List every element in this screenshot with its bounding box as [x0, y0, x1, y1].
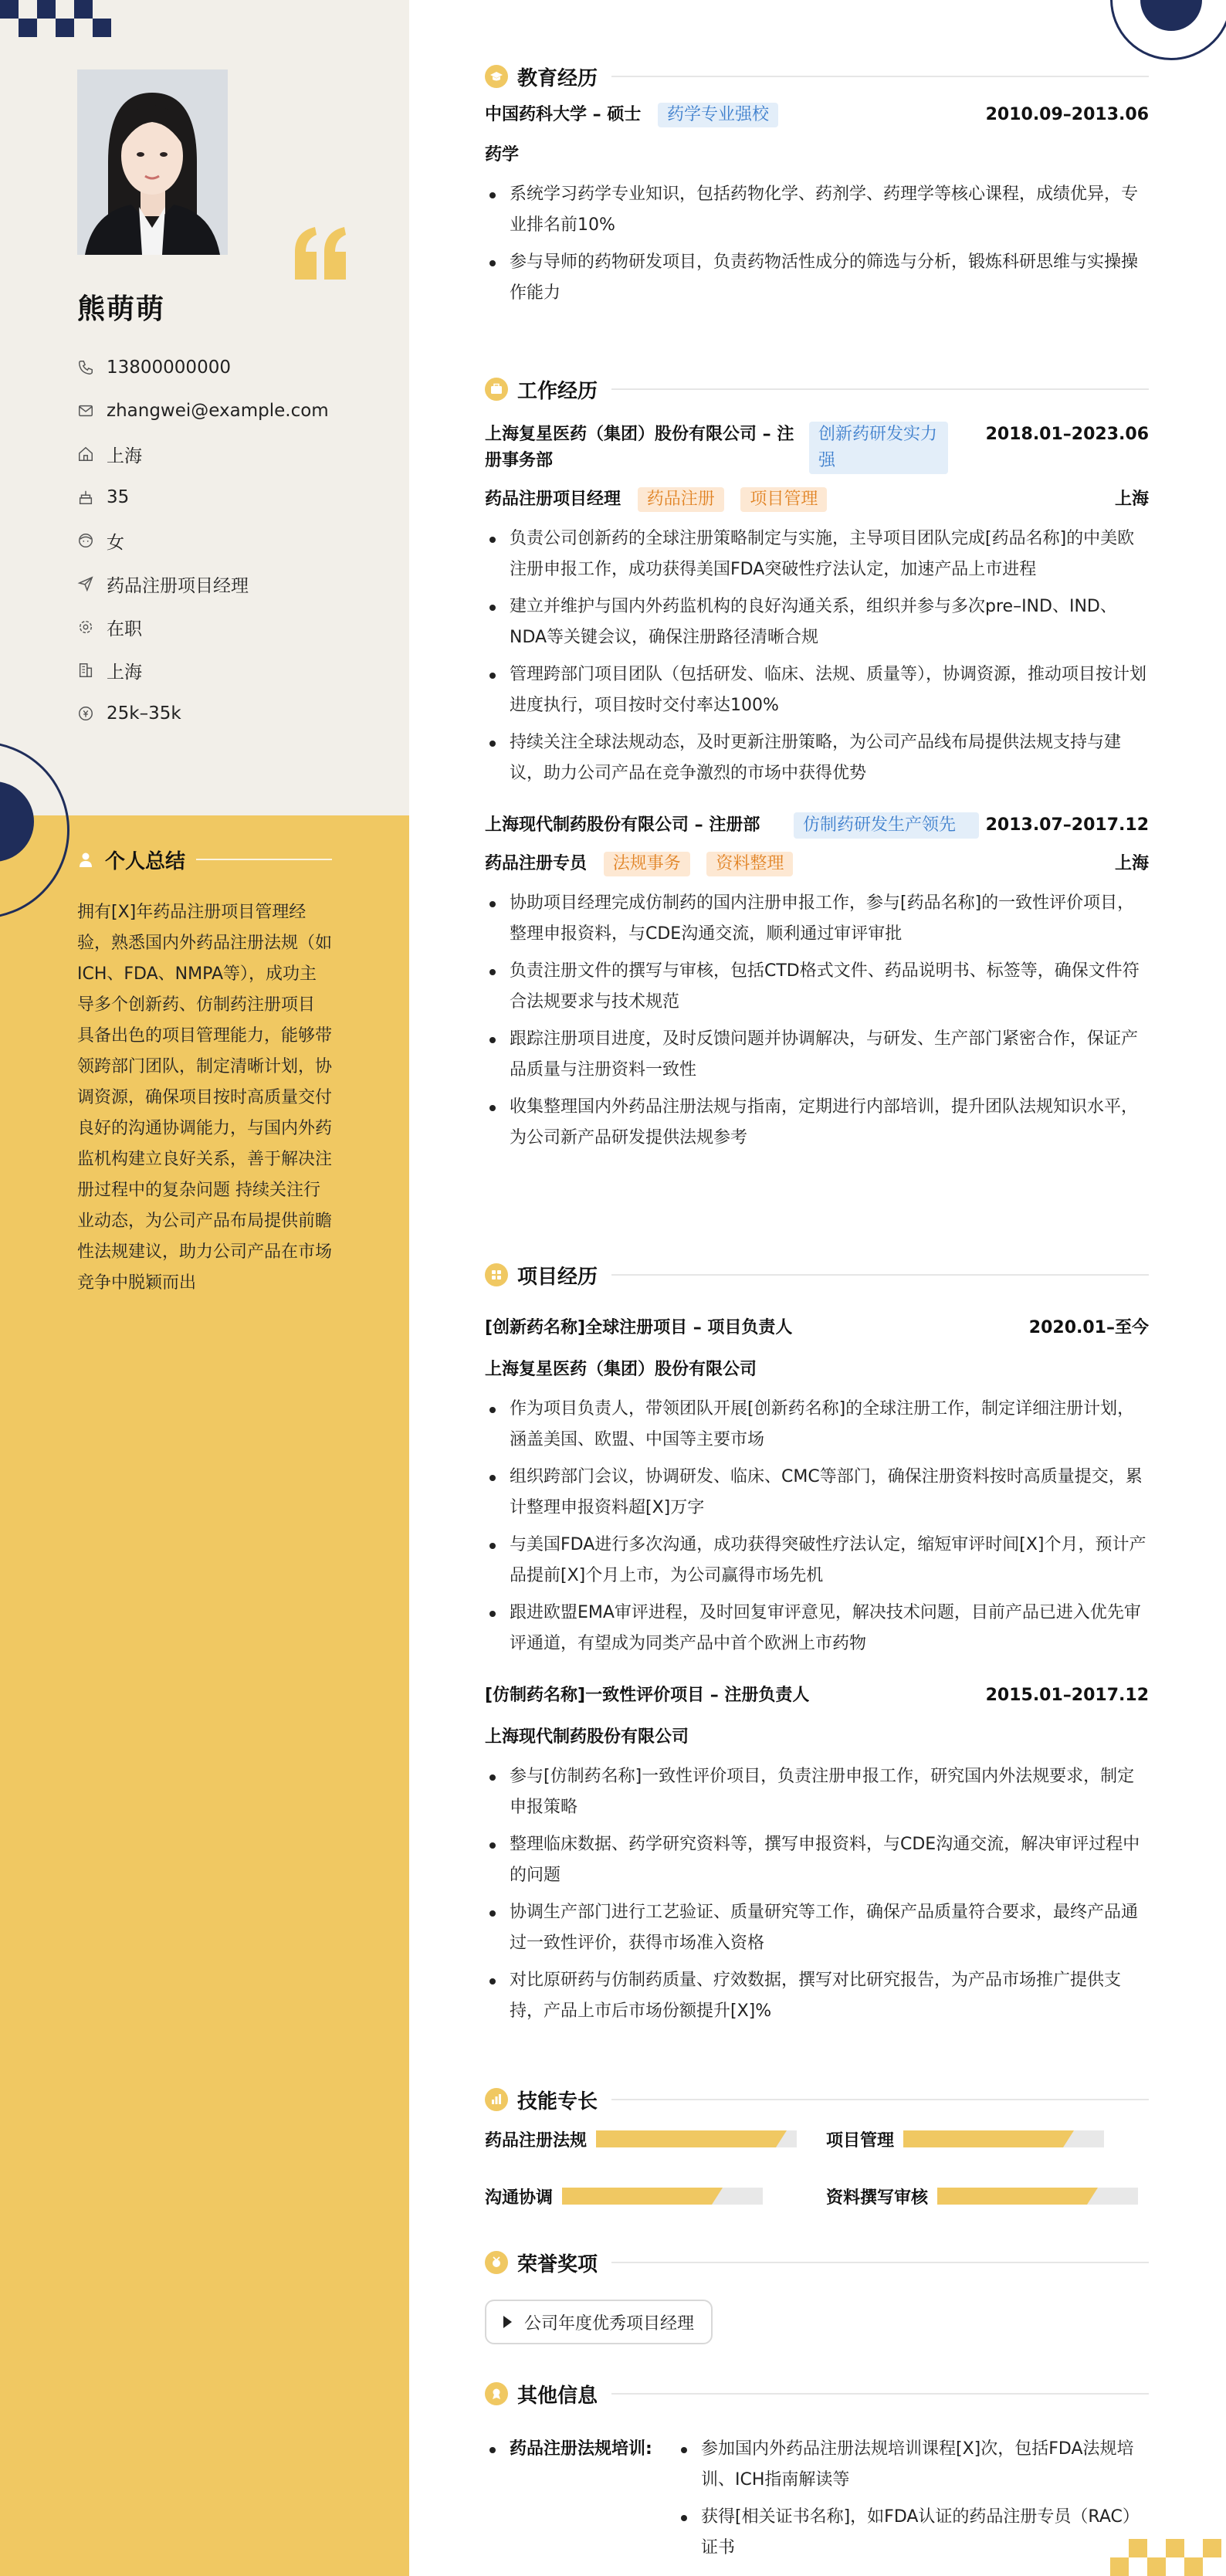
contact-list	[77, 346, 394, 735]
projects-section	[485, 1259, 1149, 2027]
education-entry	[485, 102, 1149, 309]
project-bullets	[485, 1394, 1149, 1659]
work-bullets	[485, 888, 1149, 1154]
work-role	[485, 486, 827, 513]
education-major: 药学	[485, 145, 520, 164]
work-entry-1	[485, 422, 1149, 789]
age-icon	[77, 489, 94, 506]
skill-bar	[596, 2130, 797, 2147]
project-name: [创新药名称]全球注册项目 – 项目负责人	[485, 1318, 793, 1337]
work-role-text: 药品注册专员	[485, 854, 588, 873]
skill-name: 资料撰写审核	[826, 2188, 929, 2208]
awards-divider	[611, 2262, 1149, 2263]
other-section	[485, 2378, 1149, 2564]
work-bullets	[485, 524, 1149, 789]
other-title: 其他信息	[517, 2384, 598, 2408]
send-icon	[77, 575, 94, 592]
skills-section	[485, 2084, 1149, 2218]
contact-email-text: zhangwei@example.com	[107, 401, 329, 421]
contact-status-text: 在职	[107, 619, 142, 639]
list-item: 整理临床数据、药学研究资料等，撰写申报资料，与CDE沟通交流，解决审评过程中的问题	[485, 1829, 1149, 1891]
skills-grid	[485, 2126, 1149, 2218]
work-header	[485, 374, 1149, 405]
summary-text: 拥有[X]年药品注册项目管理经验，熟悉国内外药品注册法规（如ICH、FDA、NMPA等），成功主导多个创新药、仿制药注册项目 具备出色的项目管理能力，能够带领跨部门团队，制定清晰计划，协调资源，确保项目按时高质量交付 良好的沟通协调能力，与国内外药监机构建立良好关系，善于解决注册过程中的复杂问题 持续关注行业动态，为公司产品布局提供前瞻性法规建议，助力公司产品在市场竞争中脱颖而出	[77, 903, 333, 1293]
contact-phone-text: 13800000000	[107, 358, 231, 378]
list-item: 协助项目经理完成仿制药的国内注册申报工作，参与[药品名称]的一致性评价项目，整理申报资料，与CDE沟通交流，顺利通过审评审批	[485, 888, 1149, 950]
skill-name: 沟通协调	[485, 2188, 554, 2208]
contact-home	[77, 432, 394, 476]
summary-title: 个人总结	[105, 849, 186, 873]
user-icon	[77, 851, 94, 868]
gender-icon	[77, 532, 94, 549]
phone-icon	[77, 359, 94, 376]
education-divider	[611, 76, 1149, 77]
work-date: 2018.01–2023.06	[985, 425, 1149, 444]
play-icon	[503, 2316, 512, 2328]
work-date: 2013.07–2017.12	[985, 815, 1149, 835]
project-name: [仿制药名称]一致性评价项目 – 注册负责人	[485, 1686, 810, 1705]
skills-header	[485, 2084, 1149, 2115]
list-item: 负责公司创新药的全球注册策略制定与实施，主导项目团队完成[药品名称]的中美欧注册申报工作，成功获得美国FDA突破性疗法认定，加速产品上市进程	[485, 524, 1149, 585]
list-item: 对比原研药与仿制药质量、疗效数据，撰写对比研究报告，为产品市场推广提供支持，产品上市后市场份额提升[X]%	[485, 1965, 1149, 2027]
skill-bar	[903, 2130, 1104, 2147]
list-item: 建立并维护与国内外药监机构的良好沟通关系，组织并参与多次pre–IND、IND、NDA等关键会议，确保注册路径清晰合规	[485, 591, 1149, 653]
education-school-name: 中国药科大学 – 硕士	[485, 105, 642, 124]
award-text: 公司年度优秀项目经理	[524, 2313, 695, 2334]
work-tag: 药品注册	[638, 487, 724, 512]
list-item: 跟进欧盟EMA审评进程，及时回复审评意见，解决技术问题，目前产品已进入优先审评通道，有望成为同类产品中首个欧洲上市药物	[485, 1598, 1149, 1659]
work-tag: 项目管理	[740, 487, 827, 512]
work-role	[485, 851, 793, 877]
education-section	[485, 61, 1149, 309]
project-date: 2015.01–2017.12	[985, 1686, 1149, 1705]
skill-bar	[562, 2188, 763, 2205]
contact-age	[77, 476, 394, 519]
list-item: 参与[仿制药名称]一致性评价项目，负责注册申报工作，研究国内外法规要求，制定申报策略	[485, 1761, 1149, 1823]
projects-title: 项目经历	[517, 1265, 598, 1289]
education-header	[485, 61, 1149, 92]
contact-city	[77, 649, 394, 692]
contact-salary	[77, 692, 394, 735]
contact-gender	[77, 519, 394, 562]
education-school	[485, 102, 778, 128]
skill-item	[826, 2183, 1138, 2209]
list-item: 获得[相关证书名称]，如FDA认证的药品注册专员（RAC）证书	[676, 2502, 1149, 2564]
skill-bar-fill	[903, 2130, 1074, 2147]
contact-age-text: 35	[107, 487, 130, 507]
sidebar	[0, 0, 409, 2576]
work-title: 工作经历	[517, 379, 598, 403]
education-tag: 药学专业强校	[658, 103, 778, 127]
work-location: 上海	[1114, 854, 1149, 873]
avatar-portrait-icon	[77, 69, 228, 255]
contact-phone	[77, 346, 394, 389]
other-header	[485, 2378, 1149, 2409]
contact-gender-text: 女	[107, 532, 124, 553]
work-tag: 资料整理	[706, 852, 793, 876]
skill-item	[826, 2126, 1104, 2152]
awards-list	[485, 2300, 1149, 2344]
work-role-row	[485, 486, 1149, 513]
work-row	[485, 812, 1149, 839]
skill-name: 项目管理	[826, 2130, 895, 2151]
checker-pattern-icon	[1110, 2539, 1226, 2576]
skill-name: 药品注册法规	[485, 2130, 588, 2151]
project-date: 2020.01–至今	[1028, 1318, 1149, 1337]
awards-section	[485, 2247, 1149, 2344]
skill-bar	[937, 2188, 1138, 2205]
skill-item	[485, 2126, 797, 2152]
project-entry-1	[485, 1315, 1149, 1659]
checker-pattern-icon	[0, 0, 116, 37]
candidate-name: 熊萌萌	[77, 293, 166, 325]
skill-bar-fill	[937, 2188, 1098, 2205]
work-company-tag: 仿制药研发生产领先	[794, 812, 979, 839]
list-item: 负责注册文件的撰写与审核，包括CTD格式文件、药品说明书、标签等，确保文件符合法规要求与技术规范	[485, 956, 1149, 1018]
home-icon	[77, 446, 94, 463]
skills-title: 技能专长	[517, 2090, 598, 2113]
contact-position-text: 药品注册项目经理	[107, 575, 249, 596]
projects-divider	[611, 1274, 1149, 1276]
medal-icon	[485, 2251, 508, 2274]
work-role-text: 药品注册项目经理	[485, 490, 621, 509]
work-entry-2	[485, 812, 1149, 1154]
building-icon	[77, 662, 94, 679]
education-date: 2010.09–2013.06	[985, 105, 1149, 124]
project-row	[485, 1315, 1149, 1341]
work-role-row	[485, 851, 1149, 877]
work-company: 上海复星医药（集团）股份有限公司 – 注册事务部	[485, 425, 794, 470]
work-location: 上海	[1114, 490, 1149, 509]
contact-email	[77, 389, 394, 432]
bar-chart-icon	[485, 2088, 508, 2111]
project-row	[485, 1683, 1149, 1709]
other-list	[676, 2434, 1149, 2564]
list-item: 作为项目负责人，带领团队开展[创新药名称]的全球注册工作，制定详细注册计划，涵盖美国、欧盟、中国等主要市场	[485, 1394, 1149, 1456]
list-item: 与美国FDA进行多次沟通，成功获得突破性疗法认定，缩短审评时间[X]个月，预计产品提前[X]个月上市，为公司赢得市场先机	[485, 1530, 1149, 1591]
list-item: 系统学习药学专业知识，包括药物化学、药剂学、药理学等核心课程，成绩优异，专业排名前10%	[485, 179, 1149, 241]
work-company: 上海现代制药股份有限公司 – 注册部	[485, 815, 760, 835]
awards-header	[485, 2247, 1149, 2278]
contact-status	[77, 605, 394, 649]
skills-divider	[611, 2099, 1149, 2100]
list-item: 参加国内外药品注册法规培训课程[X]次，包括FDA法规培训、ICH指南解读等	[676, 2434, 1149, 2496]
list-item: 参与导师的药物研发项目，负责药物活性成分的筛选与分析，锻炼科研思维与实操操作能力	[485, 247, 1149, 309]
other-label: 药品注册法规培训:	[485, 2434, 676, 2564]
list-item: 收集整理国内外药品注册法规与指南，定期进行内部培训，提升团队法规知识水平，为公司新产品研发提供法规参考	[485, 1092, 1149, 1154]
grid-icon	[485, 1263, 508, 1286]
other-divider	[611, 2393, 1149, 2395]
work-section	[485, 374, 1149, 1154]
project-bullets	[485, 1761, 1149, 2027]
list-item: 跟踪注册项目进度，及时反馈问题并协调解决，与研发、生产部门紧密合作，保证产品质量与注册资料一致性	[485, 1024, 1149, 1086]
avatar	[77, 69, 228, 255]
list-item: 协调生产部门进行工艺验证、质量研究等工作，确保产品质量符合要求，最终产品通过一致性评价，获得市场准入资格	[485, 1897, 1149, 1959]
skill-bar-fill	[596, 2130, 787, 2147]
list-item: 管理跨部门项目团队（包括研发、临床、法规、质量等），协调资源，推动项目按计划进度执行，项目按时交付率达100%	[485, 659, 1149, 721]
skill-bar-fill	[562, 2188, 723, 2205]
work-row	[485, 422, 1149, 474]
mail-icon	[77, 402, 94, 419]
education-bullets	[485, 179, 1149, 309]
education-title: 教育经历	[517, 66, 598, 90]
project-org: 上海复星医药（集团）股份有限公司	[485, 1360, 757, 1379]
list-item: 持续关注全球法规动态，及时更新注册策略，为公司产品线布局提供法规支持与建议，助力公司产品在竞争激烈的市场中获得优势	[485, 727, 1149, 789]
work-company-tag: 创新药研发实力强	[809, 422, 948, 474]
salary-icon	[77, 705, 94, 722]
work-company-tag-wrap	[794, 812, 979, 839]
graduation-cap-icon	[485, 65, 508, 88]
projects-header	[485, 1259, 1149, 1290]
award-item	[485, 2300, 713, 2344]
status-icon	[77, 619, 94, 636]
other-row	[485, 2434, 1149, 2564]
work-company-tag-wrap	[809, 422, 948, 474]
award-ribbon-icon	[485, 2382, 508, 2405]
briefcase-icon	[485, 378, 508, 401]
summary-header	[77, 844, 332, 875]
work-tag: 法规事务	[604, 852, 690, 876]
contact-city-text: 上海	[107, 662, 142, 683]
summary-divider	[196, 859, 332, 860]
work-divider	[611, 388, 1149, 390]
contact-position	[77, 562, 394, 605]
skill-item	[485, 2183, 763, 2209]
project-org: 上海现代制药股份有限公司	[485, 1727, 689, 1747]
list-item: 组织跨部门会议，协调研发、临床、CMC等部门，确保注册资料按时高质量提交，累计整理申报资料超[X]万字	[485, 1462, 1149, 1524]
education-row	[485, 102, 1149, 128]
quote-mark-icon	[292, 225, 349, 280]
contact-home-text: 上海	[107, 446, 142, 466]
contact-salary-text: 25k–35k	[107, 703, 181, 724]
awards-title: 荣誉奖项	[517, 2252, 598, 2276]
project-entry-2	[485, 1683, 1149, 2027]
